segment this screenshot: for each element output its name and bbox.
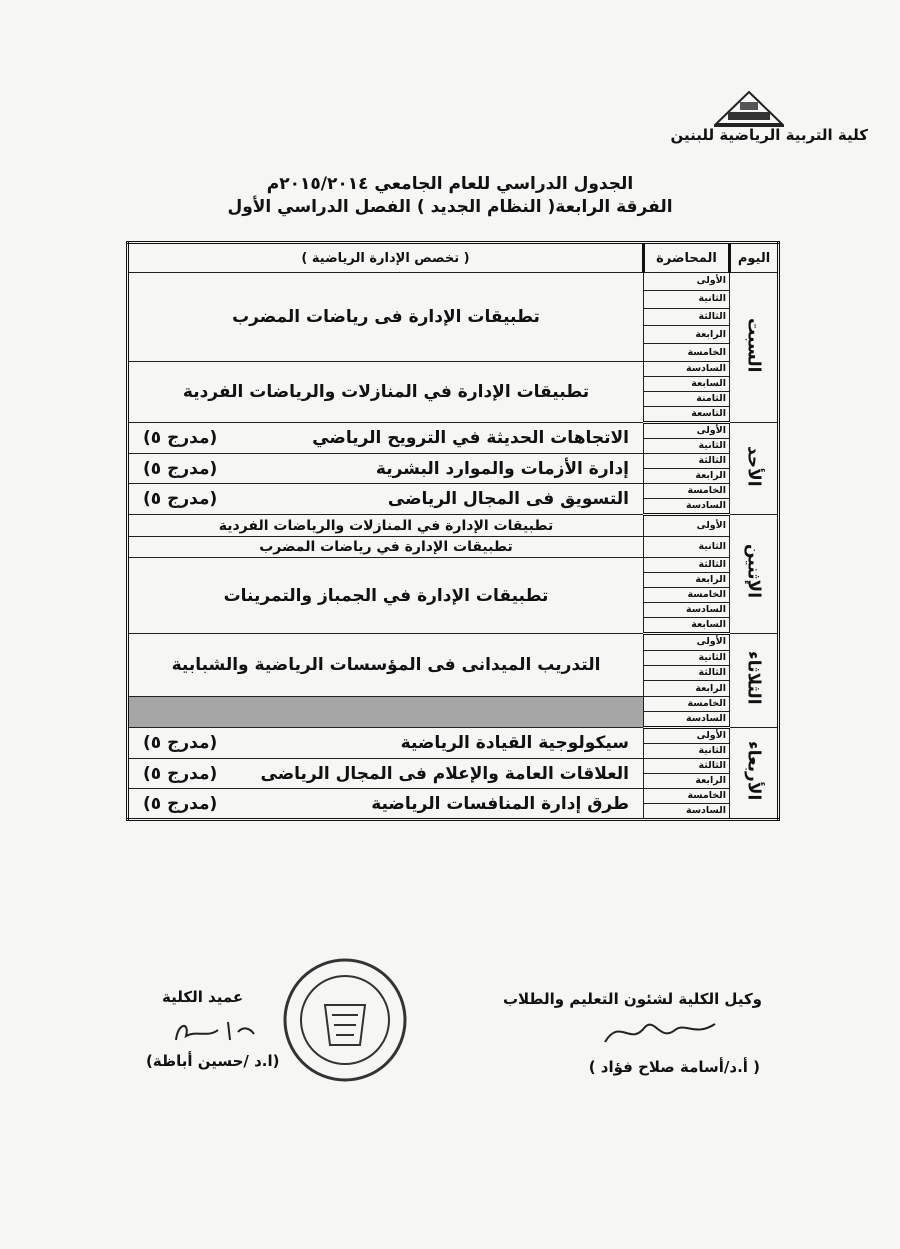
lecture-label: الأولى [644, 728, 730, 744]
course-cell: تطبيقات الإدارة في المنازلات والرياضات الفردية [128, 362, 644, 423]
course-cell: تطبيقات الإدارة فى رياضات المضرب [128, 273, 644, 362]
lecture-label: الخامسة [644, 697, 730, 712]
hall-tag: (مدرج ٥) [143, 793, 218, 814]
hall-tag: (مدرج ٥) [143, 458, 218, 479]
course-cell: تطبيقات الإدارة في الجمباز والتمرينات [128, 558, 644, 634]
course-cell [128, 454, 644, 484]
day-monday: الإثنين [743, 544, 764, 599]
lecture-label: الرابعة [644, 469, 730, 484]
day-saturday: السبت [743, 317, 764, 373]
lecture-label: الثانية [644, 439, 730, 454]
lecture-label: الثامنة [644, 392, 730, 407]
lecture-label: السادسة [644, 499, 730, 515]
lecture-label: السادسة [644, 804, 730, 820]
day-wednesday: الأربعاء [743, 740, 764, 801]
lecture-label: الخامسة [644, 588, 730, 603]
schedule-table [126, 241, 780, 821]
lecture-label: الثانية [644, 744, 730, 759]
lecture-label: الرابعة [644, 774, 730, 789]
lecture-label: الخامسة [644, 484, 730, 499]
page-subtitle: الفرقة الرابعة( النظام الجديد ) الفصل الدراسي الأول [227, 197, 673, 217]
day-sunday: الأحد [743, 445, 764, 487]
lecture-label: الثانية [644, 290, 730, 308]
dean-title: عميد الكلية [162, 988, 244, 1006]
lecture-label: الرابعة [644, 573, 730, 588]
header-lecture: المحاضرة [644, 243, 730, 273]
dean-signature-icon [168, 1012, 258, 1046]
course-cell [128, 759, 644, 789]
lecture-label: الثالثة [644, 454, 730, 469]
lecture-label: الأولى [644, 634, 730, 651]
college-name: كلية التربية الرياضية للبنين [670, 126, 868, 144]
course-title: الاتجاهات الحديثة في الترويح الرياضي [312, 428, 629, 448]
header-day: اليوم [730, 243, 779, 273]
course-title: سيكولوجية القيادة الرياضية [400, 733, 629, 753]
course-title: إدارة الأزمات والموارد البشرية [375, 458, 629, 479]
course-cell [128, 423, 644, 454]
lecture-label: الثالثة [644, 666, 730, 681]
lecture-label: الأولى [644, 423, 730, 439]
official-seal-icon [280, 955, 410, 1085]
lecture-label: الرابعة [644, 326, 730, 344]
college-logo-icon [714, 88, 784, 128]
lecture-label: السادسة [644, 603, 730, 618]
empty-shaded-cell [128, 697, 644, 728]
lecture-label: السابعة [644, 618, 730, 634]
lecture-label: الثالثة [644, 558, 730, 573]
course-cell [128, 789, 644, 820]
course-cell [128, 484, 644, 515]
course-title: العلاقات العامة والإعلام فى المجال الرياضى [260, 763, 629, 784]
course-cell: تطبيقات الإدارة في رياضات المضرب [128, 537, 644, 558]
course-cell [128, 728, 644, 759]
table-header-row [128, 243, 779, 273]
lecture-label: الخامسة [644, 344, 730, 362]
lecture-label: التاسعة [644, 407, 730, 423]
hall-tag: (مدرج ٥) [143, 428, 218, 448]
lecture-label: الأولى [644, 515, 730, 537]
day-tuesday: الثلاثاء [743, 651, 764, 705]
dean-name: (ا.د /حسين أباظة) [146, 1052, 280, 1070]
course-cell: تطبيقات الإدارة في المنازلات والرياضات الفردية [128, 515, 644, 537]
course-title: طرق إدارة المنافسات الرياضية [371, 793, 629, 814]
lecture-label: الخامسة [644, 789, 730, 804]
lecture-label: السادسة [644, 362, 730, 377]
hall-tag: (مدرج ٥) [143, 763, 218, 784]
table-row [128, 273, 779, 291]
lecture-label: السابعة [644, 377, 730, 392]
vice-dean-title: وكيل الكلية لشئون التعليم والطلاب [502, 990, 762, 1008]
lecture-label: الأولى [644, 273, 730, 291]
lecture-label: السادسة [644, 712, 730, 728]
hall-tag: (مدرج ٥) [143, 489, 218, 509]
lecture-label: الثالثة [644, 308, 730, 326]
vice-dean-signature-icon [600, 1012, 720, 1052]
lecture-label: الرابعة [644, 681, 730, 697]
course-title: التسويق فى المجال الرياضى [387, 489, 629, 509]
course-cell: التدريب الميدانى فى المؤسسات الرياضية والشبابية [128, 634, 644, 697]
lecture-label: الثالثة [644, 759, 730, 774]
page-title: الجدول الدراسي للعام الجامعي ٢٠١٥/٢٠١٤م [266, 174, 634, 194]
vice-dean-name: ( أ.د/أسامة صلاح فؤاد ) [588, 1058, 760, 1076]
lecture-label: الثانية [644, 537, 730, 558]
header-specialization: ( تخصص الإدارة الرياضية ) [128, 243, 644, 273]
hall-tag: (مدرج ٥) [143, 733, 218, 753]
lecture-label: الثانية [644, 650, 730, 665]
